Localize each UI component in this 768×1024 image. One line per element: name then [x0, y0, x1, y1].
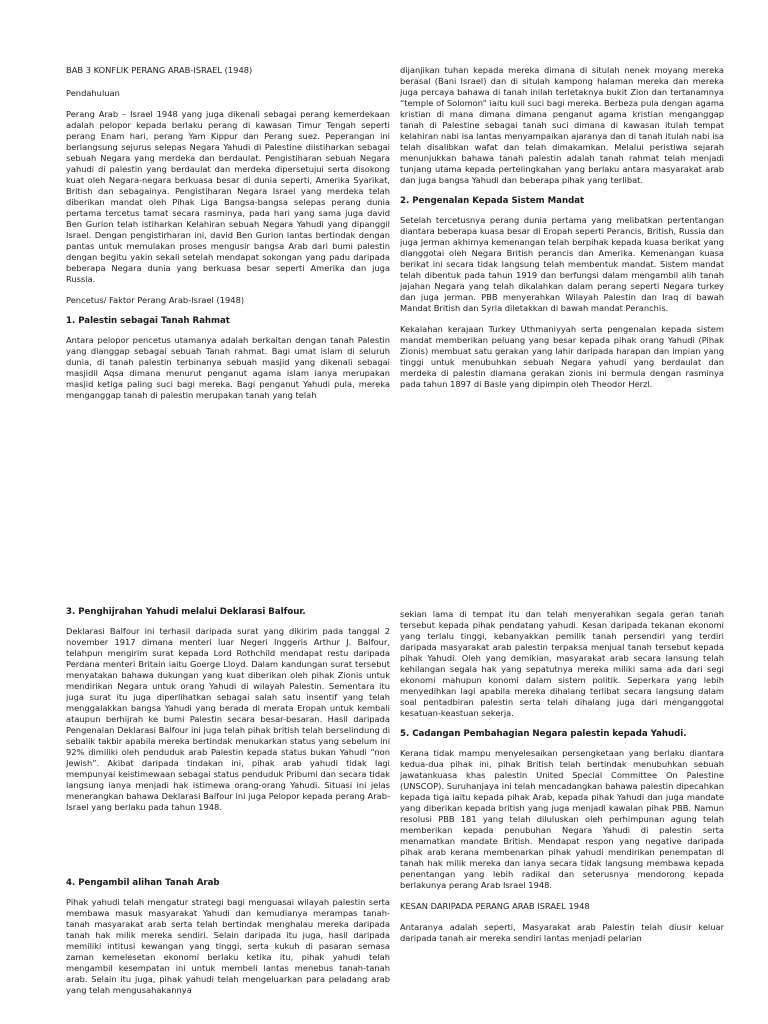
- bottom-left-lower-column: [66, 878, 390, 1024]
- effects-heading: KESAN DARIPADA PERANG ARAB ISRAEL 1948: [400, 901, 590, 911]
- intro-heading: Pendahuluan: [66, 88, 120, 98]
- section-5-title: 5. Cadangan Pembahagian Negara palestin kepada Yahudi.: [400, 729, 687, 739]
- section-4-continued-paragraph: sekian lama di tempat itu dan telah menyerahkan segala geran tanah tersebut kepada pihak pendatang yahudi. Kesan daripada tekanan ekonomi yang terlalu tinggi, kebanyakkan pemilik tanah persendiri yang terdiri daripada masyarakat arab palestin terpaksa menjual tanah tersebut kepada pihak Yahudi. Oleh yang demikian, masyarakat arab secara lansung telah kehilangan segala hak yang sepatutnya mereka miliki sama ada dari segi ekonomi mahupun konomi dalam sistem politik. Seperkara yang lebih menyedihkan lagi apabila mereka dihalang terlibat secara langsung dalam soal pentadbiran palestin serta telah dihalang juga dari menganggotai kesatuan-keastuan sekerja.: [400, 609, 724, 718]
- section-1-continued-paragraph: dijanjikan tuhan kepada mereka dimana di situlah nenek moyang mereka berasal (Bani Israel) dan di situlah kampong halaman mereka dan mereka juga percaya bahawa di tanah inilah terletaknya bukit Zion dan tertanamnya “temple of Solomon” iaitu kuil suci bagi mereka. Berbeza pula dengan agama kristian di mana dimana dimana penganut agama kristian menganggap tanah di Palestine sebagai tanah suci dimana di kawasan itulah tempat kelahiran nabi isa lantas menyampaikan ajaranya dan di tanah itulah nabi isa telah disalibkan wafat dan telah dimakamkan. Melalui peristiwa sejarah menunjukkan bahawa tanah palestin adalah tanah rahmat telah menjadi tunjang utama kepada pertelingkahan yang berlaku antara masyarakat arab dan juga bangsa Yahudi dan beberapa pihak yang terlibat.: [400, 65, 724, 185]
- top-right-column: [400, 65, 724, 460]
- effects-paragraph: Antaranya adalah seperti, Masyarakat arab Palestin telah diusir keluar daripada tanah air mereka sendiri lantas menjadi pelarian: [400, 922, 724, 943]
- top-left-column: [66, 65, 390, 460]
- bottom-right-column: [400, 609, 724, 1018]
- section-1-paragraph: Antara pelopor pencetus utamanya adalah berkaitan dengan tanah Palestin yang dianggap sebagai sebuah Tanah rahmat. Bagi umat islam di seluruh dunia, di tanah palestin terbinanya sebuah masjid yang dikenali sebagai masjidil Aqsa dimana menurut penganut agama islam ianya merupakan masjid ketiga paling suci bagi mereka. Bagi penganut Yahudi pula, mereka menganggap tanah di palestin merupakan tanah yang telah: [66, 335, 390, 400]
- section-2-paragraph-1: Setelah tercetusnya perang dunia pertama yang melibatkan pertentangan diantara beberapa kuasa besar di Eropah seperti Perancis, British, Russia dan juga Jerman akhirnya kemenangan telah berpihak kepada kuasa berikat yang dianggotai oleh Negara British perancis dan Amerika. Kemenangan kuasa berikat ini secara tidak langsung telah membentuk mandat. Sistem mandat telah dibentuk pada tahun 1919 dan berfungsi dalam mengambil alih tanah jajahan Negara yang telah dikalahkan dalam perang seperti Negara turkey dan juga jerman. PBB menyerahkan Wilayah Palestin dan Iraq di bawah Mandat British dan Syria diletakkan di bawah mandat Peranchis.: [400, 215, 724, 313]
- chapter-title: BAB 3 KONFLIK PERANG ARAB-ISRAEL (1948): [66, 65, 253, 75]
- section-1-title: 1. Palestin sebagai Tanah Rahmat: [66, 316, 230, 326]
- section-4-title: 4. Pengambil alihan Tanah Arab: [66, 878, 220, 888]
- section-5-paragraph: Kerana tidak mampu menyelesaikan persengketaan yang berlaku diantara kedua-dua pihak ini, pihak British telah bertindak menubuhkan sebuah jawatankuasa khas palestin United Special Committee On Palestine (UNSCOP). Suruhanjaya ini telah mencadangkan bahawa palestin dipecahkan kepada tiga iaitu kepada pihak Arab, kepada pihak Yahudi dan juga mandate yang diberikan kepada british yang juga menjadi kawalan pihak PBB. Namun resolusi PBB 181 yang telah diluluskan oleh perhimpunan agung telah memberikan kepada penubuhan Negara Yahudi di palestin serta menamatkan mandate British. Mendapat respon yang negative daripada pihak arab kerana membenarkan pihak yahudi mendirikan penempatan di tanah hak milik mereka dan ianya secara tidak langsung membawa kepada penentangan yang lebih radikal dan seterusnya mendorong kepada berlakunya perang Arab Israel 1948.: [400, 748, 724, 890]
- intro-paragraph: Perang Arab – Israel 1948 yang juga dikenali sebagai perang kemerdekaan adalah pelopor kepada berlaku perang di kawasan Timur Tengah seperti perang Enam hari, perang Yam Kippur dan Perang suez. Peperangan ini berlangsung sejurus selepas Negara Yahudi di Palestine diistiharkan sebagai sebuah Negara yang merdeka dan berdaulat. Pengistiharan sebuah Negara yahudi di palestin yang berdaulat dan merdeka dipersetujui serta disokong kuat oleh Negara-negara berkuasa besar di dunia seperti, Amerika Syarikat, British dan sebagainya. Pengistiharan Negara Israel yang merdeka telah diberikan mandat oleh Pihak Liga Bangsa-bangsa selepas perang dunia pertama tercetus tamat secara rasminya, pada hari yang sama juga david Ben Gurion telah istiharkan Kelahiran sebuah Negara Yahudi yang dipanggil Israel. Dengan pengistirharan ini, david Ben Gurion lantas bertindak dengan pantas untuk memulakan proses mengusir bangsa Arab dari bumi palestin dengan begitu yakin sekali setelah mendapat sokongan yang padu daripada beberapa Negara dunia yang berkuasa besar seperti Amerika dan juga Russia.: [66, 109, 390, 284]
- section-3-paragraph: Deklarasi Balfour ini terhasil daripada surat yang dikirim pada tanggal 2 november 1917 dimana menteri luar Negeri Inggeris Arthur J. Balfour, telahpun mengirim surat kepada Lord Rothchild mendapat restu daripada Perdana menteri Britain iaitu Goerge Lloyd. Dalam kandungan surat tersebut menyatakan bahawa dukungan yang kuat diberikan oleh pihak Zionis untuk mendirikan Negara untuk orang Yahudi di wilayah Palestin. Sementara itu juga surat itu juga diperlihatkan sebagai salah satu insentif yang telah menggalakkan bangsa Yahudi yang berada di merata Eropah untuk kembali ataupun berhijrah ke bumi Palestin secara besar-besaran. Hasil daripada Pengenalan Deklarasi Balfour ini juga telah pihak british telah berselindung di sebalik takbir apabila mereka bertindak menukarkan status yang sebelum ini 92% dimiliki oleh penduduk arab Palestin kepada status bukan Yahudi “non Jewish”. Akibat daripada tindakan ini, pihak arab yahudi tidak lagi mempunyai keistimewaan sebagai status penduduk Pribumi dan secara tidak langsung ianya menjadi hak istimewa orang-orang Yahudi. Situasi ini jelas menerangkan bahawa Deklarasi Balfour ini juga Pelopor kepada perang Arab-Israel yang berlaku pada tahun 1948.: [66, 626, 390, 812]
- causes-heading: Pencetus/ Faktor Perang Arab-Israel (1948): [66, 295, 245, 305]
- bottom-left-column: [66, 607, 390, 897]
- section-4-paragraph: Pihak yahudi telah mengatur strategi bagi menguasai wilayah palestin serta membawa masuk masyarakat Yahudi dan kemudianya merampas tanah-tanah masyarakat arab serta telah bertindak menghalau mereka daripada tanah hak milik mereka sendiri. Selain daripada itu juga, hasil daripada memiliki intitusi kewangan yang tinggi, serta kukuh di pasaran semasa zaman kemelesetan ekonomi berlaku ketika itu, pihak yahudi telah mengambil kesempatan ini untuk membeli lantas menebus tanah-tanah arab. Selain itu juga, pihak yahudi telah mengeluarkan para peladang arab yang telah mengusahakannya: [66, 897, 390, 995]
- section-2-paragraph-2: Kekalahan kerajaan Turkey Uthmaniyyah serta pengenalan kepada sistem mandat memberikan peluang yang besar kepada pihak orang Yahudi (Pihak Zionis) membuat satu gerakan yang lahir daripada harapan dan impian yang tinggi untuk menubuhkan sebuah Negara yahudi yang berdaulat dan merdeka di palestin diamana gerakan zionis ini bermula dengan rasminya pada tahun 1897 di Basle yang dipimpin oleh Theodor Herzl.: [400, 324, 724, 389]
- section-2-title: 2. Pengenalan Kepada Sistem Mandat: [400, 196, 585, 206]
- section-3-title: 3. Penghijrahan Yahudi melalui Deklarasi Balfour.: [66, 607, 306, 617]
